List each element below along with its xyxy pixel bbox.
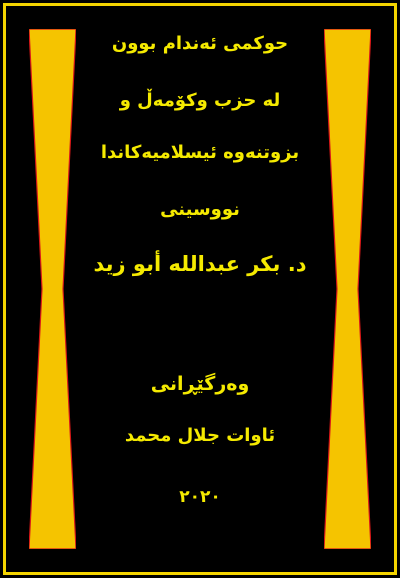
translator-name: ئاوات جلال محمد (124, 425, 276, 446)
author-label: نووسینی (160, 199, 240, 220)
title-line-1: حوکمی ئەندام بوون (111, 33, 289, 54)
left-hourglass-pillar (29, 29, 76, 549)
author-name: د. بکر عبدالله أبو زید (93, 252, 307, 276)
title-line-2: لە حزب وکۆمەڵ و (119, 90, 281, 111)
translator-label: وەرگێڕانی (150, 373, 250, 395)
title-line-3: بزوتنەوە ئیسلامیەکاندا (100, 142, 300, 163)
publication-year: ٢٠٢٠ (179, 487, 221, 507)
right-hourglass-pillar (324, 29, 371, 549)
